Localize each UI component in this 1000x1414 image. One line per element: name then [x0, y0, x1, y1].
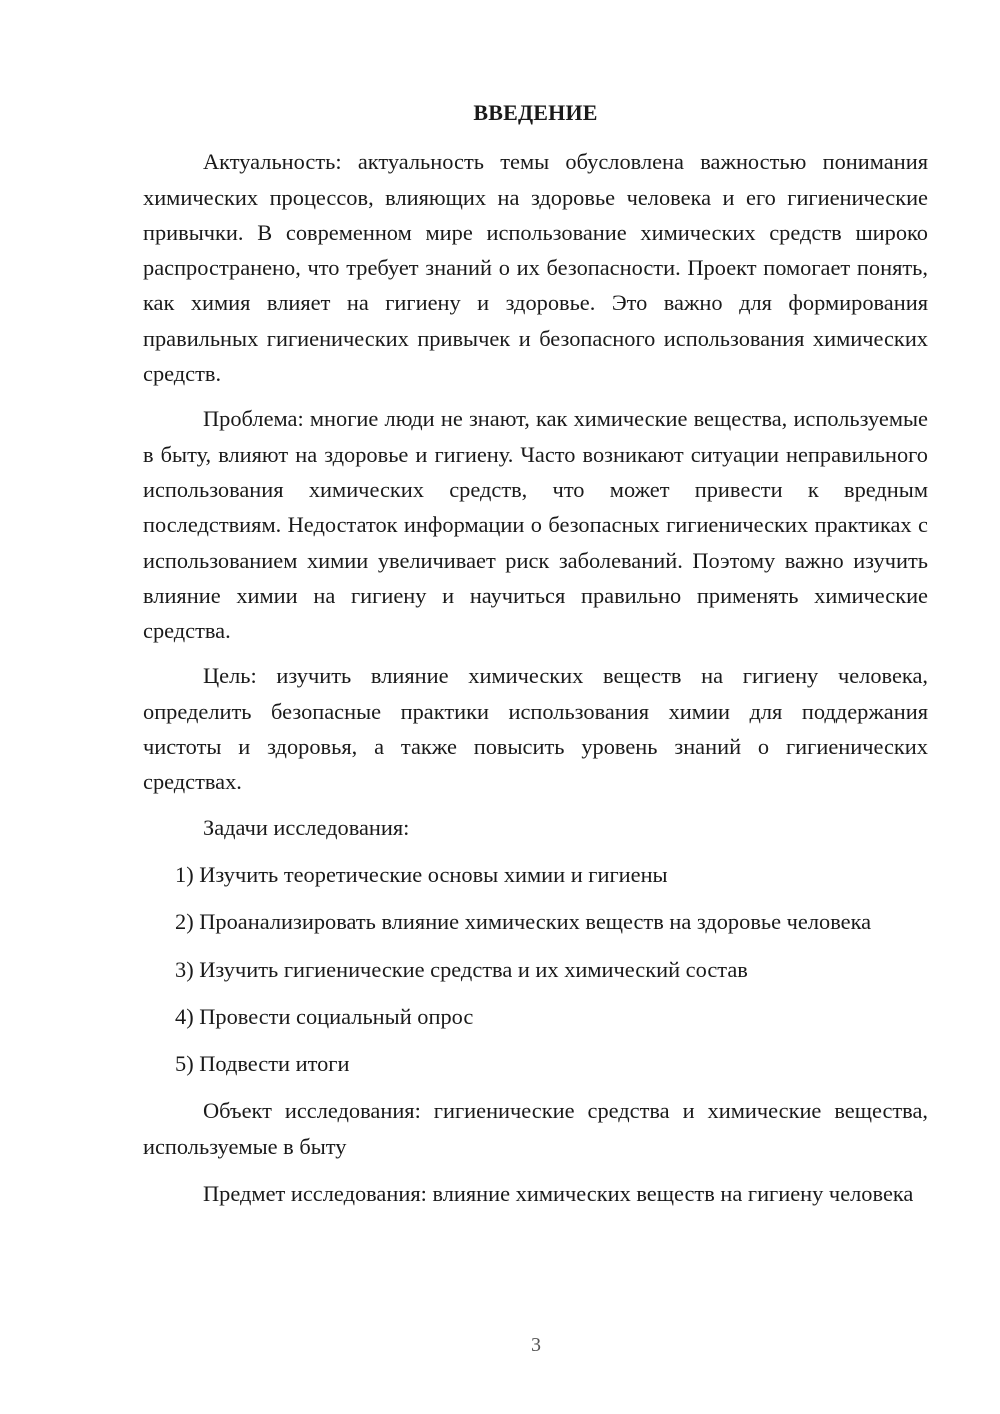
tasks-list — [143, 857, 928, 1081]
object-paragraph: Объект исследования: гигиенические средства и химические вещества, используемые в быту — [143, 1098, 928, 1159]
tasks-heading: Задачи исследования: — [203, 814, 410, 840]
page-number: 3 — [531, 1334, 541, 1356]
list-item: 2) Проанализировать влияние химических веществ на здоровье человека — [175, 909, 872, 935]
document-page — [143, 95, 928, 1211]
list-item: 5) Подвести итоги — [175, 1051, 350, 1077]
list-item: 1) Изучить теоретические основы химии и гигиены — [175, 861, 668, 887]
goal-paragraph: Цель: изучить влияние химических веществ на гигиену человека, определить безопасные практики использования химии для поддержания чистоты и здоровья, а также повысить уровень знаний о гигиенических средствах. — [143, 663, 928, 795]
problem-paragraph: Проблема: многие люди не знают, как химические вещества, используемые в быту, влияют на здоровье и гигиену. Часто возникают ситуации неправильного использования химических средств, что может привести к вредным последствиям. Недостаток информации о безопасных гигиенических практиках с использованием химии увеличивает риск заболеваний. Поэтому важно изучить влияние химии на гигиену и научиться правильно применять химические средства. — [143, 406, 928, 644]
section-title: ВВЕДЕНИЕ — [473, 100, 598, 125]
list-item: 4) Провести социальный опрос — [175, 1003, 474, 1029]
list-item: 3) Изучить гигиенические средства и их химический состав — [175, 956, 748, 982]
subject-paragraph: Предмет исследования: влияние химических веществ на гигиену человека — [203, 1181, 914, 1207]
relevance-paragraph: Актуальность: актуальность темы обусловлена важностью понимания химических процессов, влияющих на здоровье человека и его гигиенические привычки. В современном мире использование химических средств широко распространено, что требует знаний о их безопасности. Проект помогает понять, как химия влияет на гигиену и здоровье. Это важно для формирования правильных гигиенических привычек и безопасного использования химических средств. — [143, 149, 928, 387]
